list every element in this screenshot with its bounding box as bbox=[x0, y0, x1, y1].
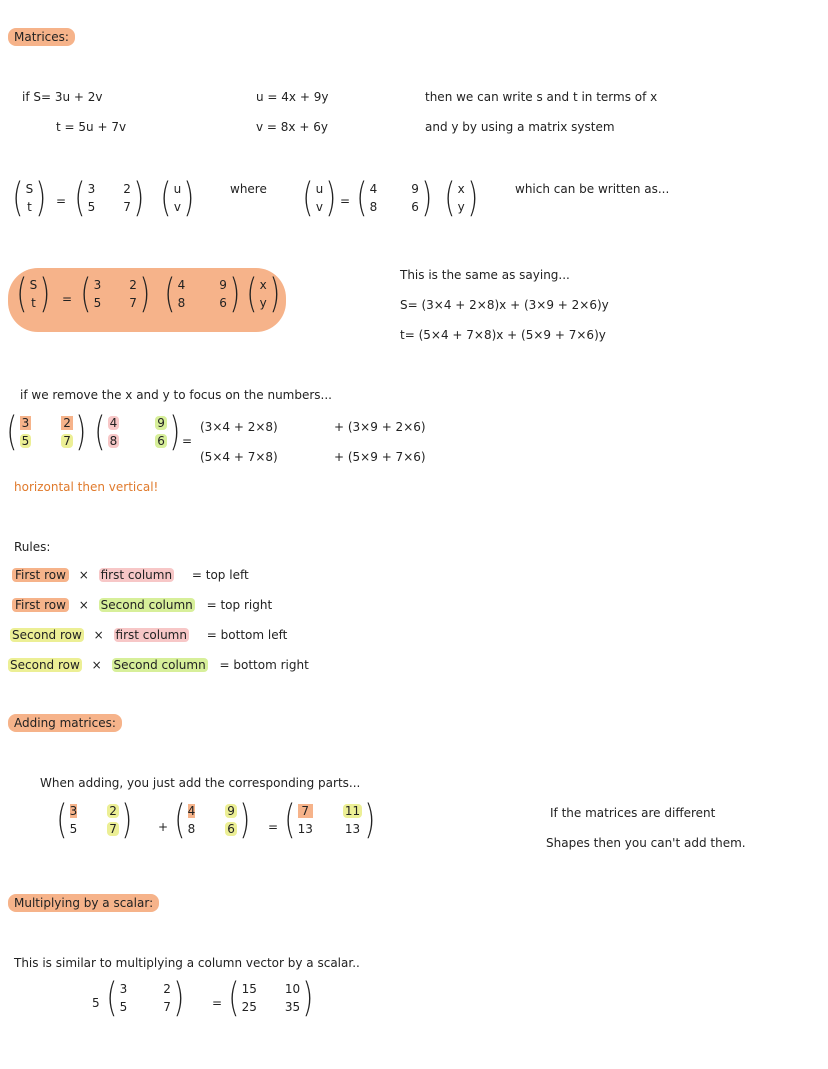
equals-sign-2: = bbox=[340, 194, 351, 208]
adding-matrix-b: ( 4 9 8 6 ) bbox=[174, 797, 251, 843]
same-as-text: This is the same as saying... bbox=[400, 268, 570, 282]
adding-result-matrix: ( 7 11 13 13 ) bbox=[284, 797, 376, 843]
numbers-row-2-part-2: + (5×9 + 7×6) bbox=[334, 450, 426, 464]
matrix-b-highlighted: ( 4 9 8 6 ) bbox=[94, 409, 181, 455]
rule-row-3: Second row × first column = bottom left bbox=[12, 628, 288, 642]
written-as-text: which can be written as... bbox=[515, 182, 670, 196]
scalar-text: This is similar to multiplying a column vector by a scalar.. bbox=[14, 956, 360, 970]
matrix-b-combined: ( 4 9 8 6 ) bbox=[164, 271, 241, 317]
equals-sign: = bbox=[56, 194, 67, 208]
matrix-a-highlighted: ( 3 2 5 7 ) bbox=[6, 409, 87, 455]
s-expansion: S= (3×4 + 2×8)x + (3×9 + 2×6)y bbox=[400, 298, 609, 312]
intro-line-2: and y by using a matrix system bbox=[425, 120, 615, 134]
uv-vector-2: ( u v ) bbox=[302, 175, 337, 221]
rules-title: Rules: bbox=[14, 540, 51, 554]
t-expansion: t= (5×4 + 7×8)x + (5×9 + 7×6)y bbox=[400, 328, 606, 342]
adding-matrix-a: ( 3 2 5 7 ) bbox=[56, 797, 133, 843]
rule-row-1: First row × first column = top left bbox=[12, 568, 249, 582]
adding-text: When adding, you just add the corresponding parts... bbox=[40, 776, 361, 790]
intro-line-1: then we can write s and t in terms of x bbox=[425, 90, 658, 104]
hint-text: horizontal then vertical! bbox=[14, 480, 159, 494]
shapes-note-line-2: Shapes then you can't add them. bbox=[546, 836, 746, 850]
scalar-header: Multiplying by a scalar: bbox=[8, 894, 159, 912]
scalar-matrix-a: ( 3 2 5 7 ) bbox=[106, 975, 185, 1021]
definition-s: if S= 3u + 2v bbox=[22, 90, 103, 104]
equals-sign-6: = bbox=[212, 996, 223, 1010]
xy-vector: ( x y ) bbox=[444, 175, 478, 221]
rule-row-2: First row × Second column = top right bbox=[12, 598, 272, 612]
equals-sign-3: = bbox=[62, 292, 73, 306]
definition-v: v = 8x + 6y bbox=[256, 120, 328, 134]
numbers-row-1-part-2: + (3×9 + 2×6) bbox=[334, 420, 426, 434]
definition-t: t = 5u + 7v bbox=[56, 120, 127, 134]
plus-sign: + bbox=[158, 820, 169, 834]
coefficient-matrix-a: ( 3 2 5 7 ) bbox=[74, 175, 145, 221]
equals-sign-5: = bbox=[268, 820, 279, 834]
matrices-header: Matrices: bbox=[8, 28, 75, 46]
uv-vector: ( u v ) bbox=[160, 175, 195, 221]
st-vector: ( S t ) bbox=[12, 175, 47, 221]
definition-u: u = 4x + 9y bbox=[256, 90, 329, 104]
coefficient-matrix-b: ( 4 9 8 6 ) bbox=[356, 175, 433, 221]
scalar-k: 5 bbox=[92, 996, 100, 1010]
shapes-note-line-1: If the matrices are different bbox=[550, 806, 716, 820]
where-label: where bbox=[230, 182, 267, 196]
scalar-result-matrix: ( 15 10 25 35 ) bbox=[228, 975, 314, 1021]
st-vector-combined: ( S t ) bbox=[16, 271, 51, 317]
rule-row-4: Second row × Second column = bottom right bbox=[10, 658, 309, 672]
xy-vector-combined: ( x y ) bbox=[246, 271, 280, 317]
equals-sign-4: = bbox=[182, 434, 193, 448]
adding-header: Adding matrices: bbox=[8, 714, 122, 732]
numbers-row-2-part-1: (5×4 + 7×8) bbox=[200, 450, 278, 464]
numbers-row-1-part-1: (3×4 + 2×8) bbox=[200, 420, 278, 434]
matrix-a-combined: ( 3 2 5 7 ) bbox=[80, 271, 151, 317]
remove-xy-text: if we remove the x and y to focus on the numbers... bbox=[20, 388, 332, 402]
